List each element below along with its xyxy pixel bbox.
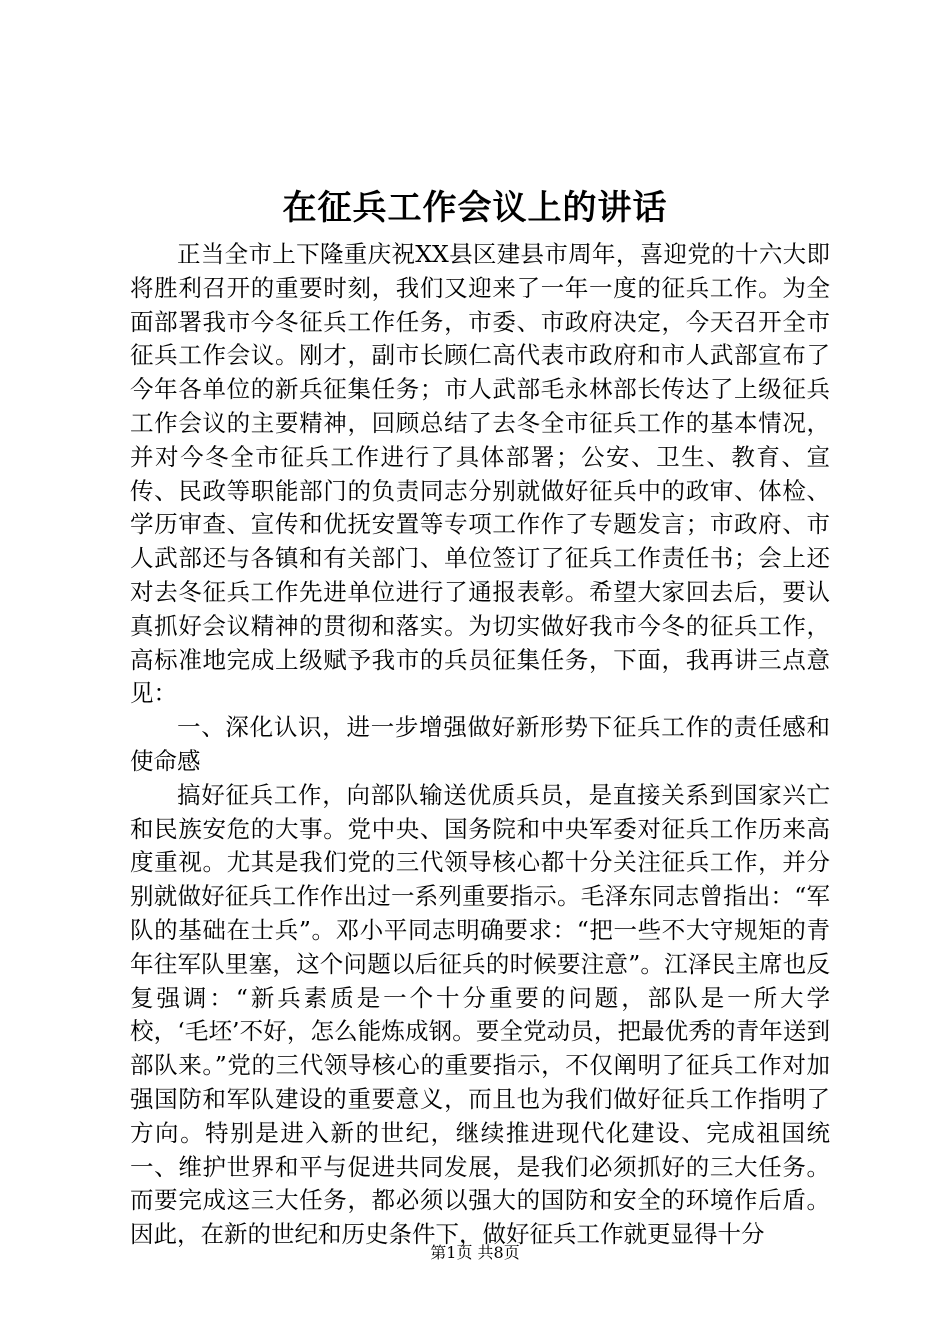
section-heading-1: 一、深化认识，进一步增强做好新形势下征兵工作的责任感和使命感 (130, 713, 830, 775)
paragraph-intro: 正当全市上下隆重庆祝XX县区建县市周年，喜迎党的十六大即将胜利召开的重要时刻，我们又迎来了一年一度的征兵工作。为全面部署我市今冬征兵工作任务，市委、市政府决定，今天召开全市征兵工作会议。刚才，副市长顾仁高代表市政府和市人武部宣布了今年各单位的新兵征集任务；市人武部毛永林部长传达了上级征兵工作会议的主要精神，回顾总结了去冬全市征兵工作的基本情况，并对今冬全市征兵工作进行了具体部署；公安、卫生、教育、宣传、民政等职能部门的负责同志分别就做好征兵中的政审、体检、学历审查、宣传和优抚安置等专项工作作了专题发言；市政府、市人武部还与各镇和有关部门、单位签订了征兵工作责任书；会上还对去冬征兵工作先进单位进行了通报表彰。希望大家回去后，要认真抓好会议精神的贯彻和落实。为切实做好我市今冬的征兵工作，高标准地完成上级赋予我市的兵员征集任务，下面，我再讲三点意见： (130, 240, 830, 708)
paragraph-section-1: 搞好征兵工作，向部队输送优质兵员，是直接关系到国家兴亡和民族安危的大事。党中央、国务院和中央军委对征兵工作历来高度重视。尤其是我们党的三代领导核心都十分关注征兵工作，并分别就做好征兵工作作出过一系列重要指示。毛泽东同志曾指出：“军队的基础在士兵”。邓小平同志明确要求：“把一些不大守规矩的青年往军队里塞，这个问题以后征兵的时候要注意”。江泽民主席也反复强调：“新兵素质是一个十分重要的问题，部队是一所大学校，‘毛坯’不好，怎么能炼成钢。要全党动员，把最优秀的青年送到部队来。”党的三代领导核心的重要指示，不仅阐明了征兵工作对加强国防和军队建设的重要意义，而且也为我们做好征兵工作指明了方向。特别是进入新的世纪，继续推进现代化建设、完成祖国统一、维护世界和平与促进共同发展，是我们必须抓好的三大任务。而要完成这三大任务，都必须以强大的国防和安全的环境作后盾。因此，在新的世纪和历史条件下，做好征兵工作就更显得十分 (130, 780, 830, 1249)
document-body (130, 238, 830, 1252)
document-title: 在征兵工作会议上的讲话 (282, 188, 668, 228)
page-footer: 第1页 共8页 (430, 1243, 520, 1262)
